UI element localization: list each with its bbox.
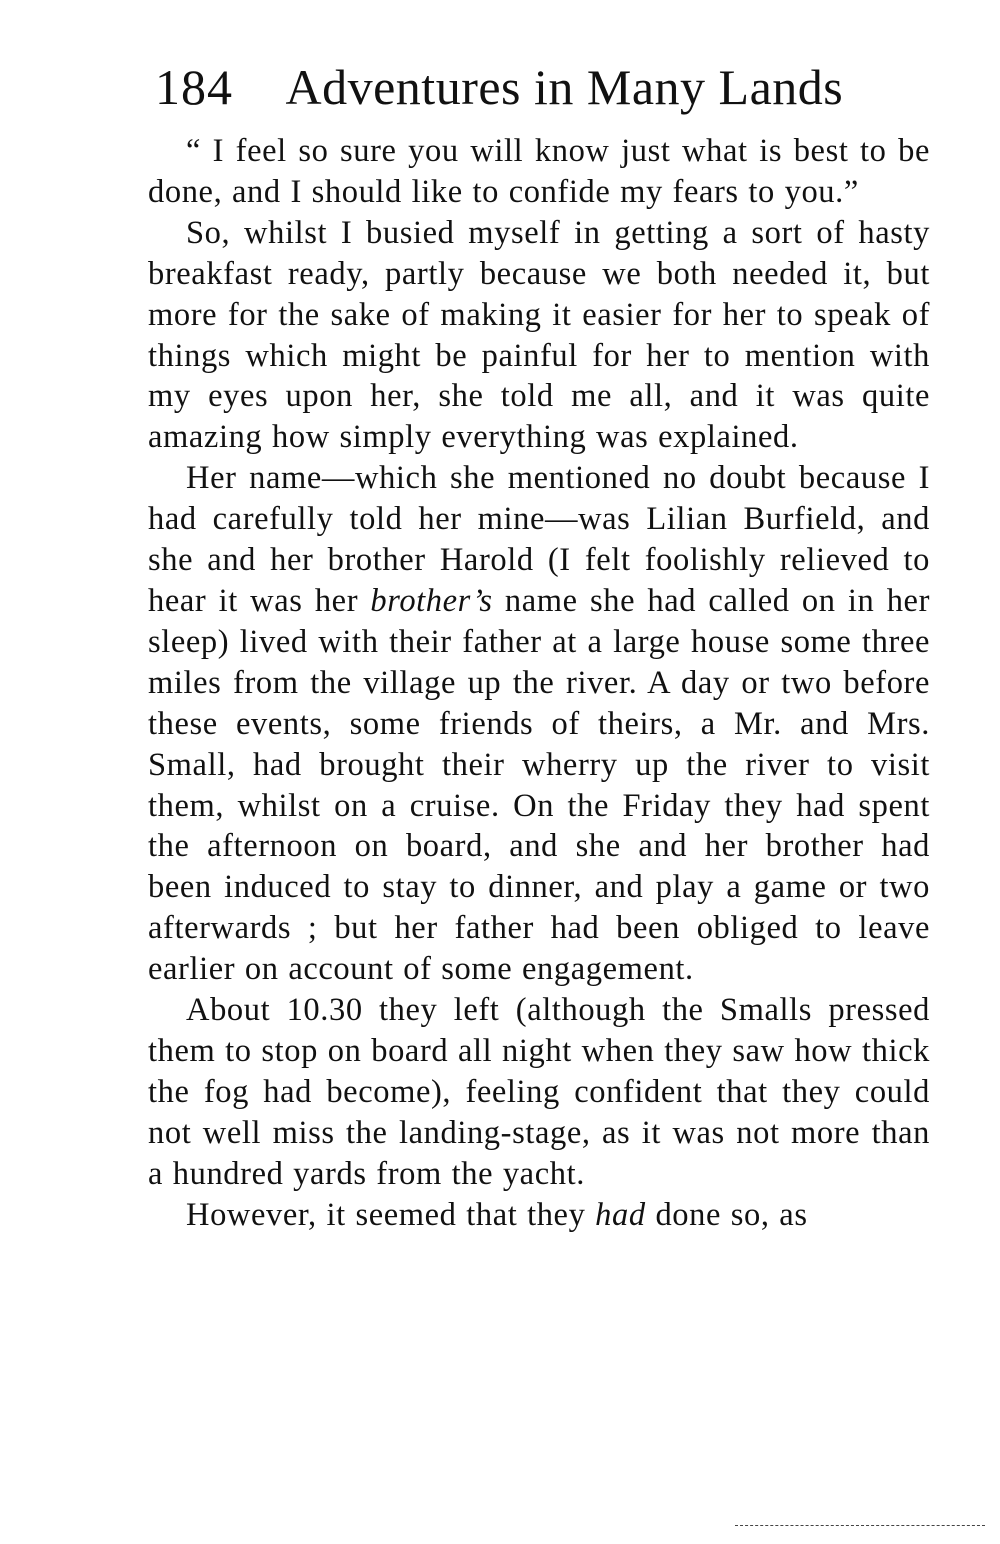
paragraph-text: Her name—which she mentioned no doubt because I had carefully told her mine—was Lilian Burfield, and she and her brother Harold (I felt foolishly relieved to hear it was her [148, 460, 930, 619]
paragraph-4 [148, 990, 930, 1195]
paragraph-5 [148, 1195, 930, 1236]
paragraph-text: name she had called on in her sleep) lived with their father at a large house some three miles from the village up the river. A day or two before these events, some friends of theirs, a Mr. and Mrs. Small, had brought their wherry up the river to visit them, whilst on a cruise. On the Friday they had spent the afternoon on board, and she and her brother had been induced to stay to dinner, and play a game or two afterwards ; but her father had been obliged to leave earlier on account of some engagement. [148, 582, 930, 988]
italic-emphasis: had [595, 1196, 646, 1233]
page-header [155, 52, 915, 122]
paragraph-2 [148, 213, 930, 458]
paragraph-1 [148, 131, 930, 213]
body-text [148, 131, 930, 1235]
running-title: Adventures in Many Lands [285, 59, 844, 115]
italic-emphasis: brother’s [370, 582, 493, 619]
paragraph-text: done so, as [645, 1196, 808, 1233]
paragraph-text: “ I feel so sure you will know just what is best to be done, and I should like to confide my fears to you.” [148, 133, 930, 210]
footer-rule [735, 1525, 985, 1526]
page-number: 184 [155, 59, 233, 115]
paragraph-3 [148, 458, 930, 990]
paragraph-text: About 10.30 they left (although the Smalls pressed them to stop on board all night when they saw how thick the fog had become), feeling confident that they could not well miss the landing-stage, as it was not more than a hundred yards from the yacht. [148, 992, 930, 1192]
paragraph-text: However, it seemed that they [186, 1196, 596, 1233]
paragraph-text: So, whilst I busied myself in getting a sort of hasty breakfast ready, partly because we both needed it, but more for the sake of making it easier for her to speak of things which might be painful for her to mention with my eyes upon her, she told me all, and it was quite amazing how simply everything was explained. [148, 214, 930, 456]
